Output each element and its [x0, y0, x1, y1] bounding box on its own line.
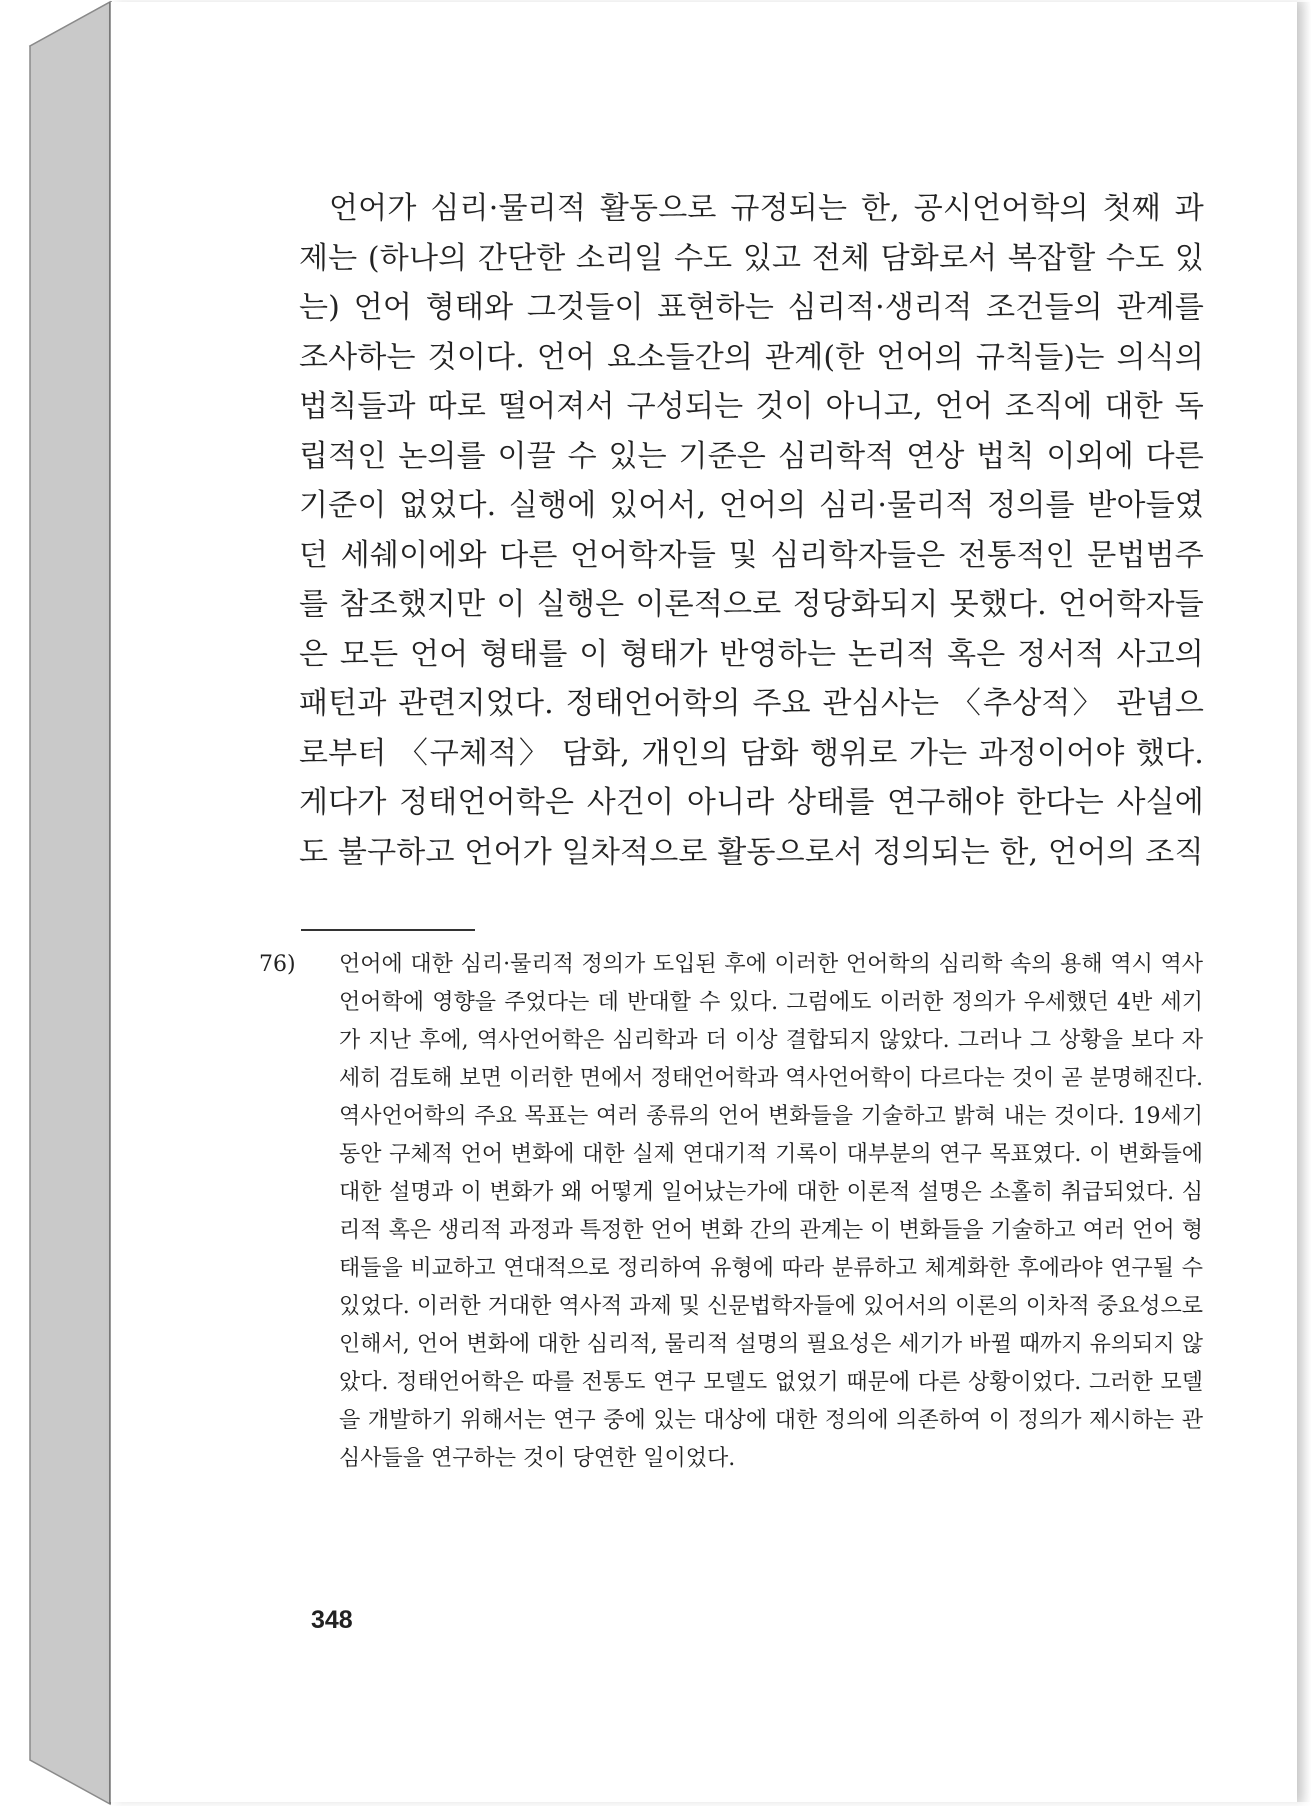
book-spine [0, 0, 112, 1806]
body-paragraph: 언어가 심리·물리적 활동으로 규정되는 한, 공시언어학의 첫째 과제는 (하나의 간단한 소리일 수도 있고 전체 담화로서 복잡할 수도 있는) 언어 형태와 그것들이 표현하는 심리적·생리적 조건들의 관계를 조사하는 것이다. 언어 요소들간의 관계(한 언어의 규칙들)는 의식의 법칙들과 따로 떨어져서 구성되는 것이 아니고, 언어 조직에 대한 독립적인 논의를 이끌 수 있는 기준은 심리학적 연상 법칙 이외에 다른 기준이 없었다. 실행에 있어서, 언어의 심리·물리적 정의를 받아들였던 세쉐이에와 다른 언어학자들 및 심리학자들은 전통적인 문법범주를 참조했지만 이 실행은 이론적으로 정당화되지 못했다. 언어학자들은 모든 언어 형태를 이 형태가 반영하는 논리적 혹은 정서적 사고의 패턴과 관련지었다. 정태언어학의 주요 관심사는 〈추상적〉 관념으로부터 〈구체적〉 담화, 개인의 담화 행위로 가는 과정이어야 했다. 게다가 정태언어학은 사건이 아니라 상태를 연구해야 한다는 사실에도 불구하고 언어가 일차적으로 활동으로서 정의되는 한, 언어의 조직 [299, 191, 1204, 870]
footnote-separator-rule [301, 929, 475, 931]
footnote-text: 언어에 대한 심리·물리적 정의가 도입된 후에 이러한 언어학의 심리학 속의 용해 역시 역사언어학에 영향을 주었다는 데 반대할 수 있다. 그럼에도 이러한 정의가 우세했던 4반 세기가 지난 후에, 역사언어학은 심리학과 더 이상 결합되지 않았다. 그러나 그 상황을 보다 자세히 검토해 보면 이러한 면에서 정태언어학과 역사언어학이 다르다는 것이 곧 분명해진다. 역사언어학의 주요 목표는 여러 종류의 언어 변화들을 기술하고 밝혀 내는 것이다. 19세기 동안 구체적 언어 변화에 대한 실제 연대기적 기록이 대부분의 연구 목표였다. 이 변화들에 대한 설명과 이 변화가 왜 어떻게 일어났는가에 대한 이론적 설명은 소홀히 취급되었다. 심리적 혹은 생리적 과정과 특정한 언어 변화 간의 관계는 이 변화들을 기술하고 여러 언어 형태들을 비교하고 연대적으로 정리하여 유형에 따라 분류하고 체계화한 후에라야 연구될 수 있었다. 이러한 거대한 역사적 과제 및 신문법학자들에 있어서의 이론의 이차적 중요성으로 인해서, 언어 변화에 대한 심리적, 물리적 설명의 필요성은 세기가 바뀔 때까지 유의되지 않았다. 정태언어학은 따를 전통도 연구 모델도 없었기 때문에 다른 상황이었다. 그러한 모델을 개발하기 위해서는 연구 중에 있는 대상에 대한 정의에 의존하여 이 정의가 제시하는 관심사들을 연구하는 것이 당연한 일이었다. [339, 952, 1203, 1471]
footnote [259, 946, 1203, 1478]
book-spine-face [30, 2, 110, 1804]
footnote-number: 76) [259, 952, 296, 977]
footnote-body [259, 946, 1203, 1478]
book-page [110, 2, 1297, 1802]
page-number: 348 [311, 1606, 353, 1634]
